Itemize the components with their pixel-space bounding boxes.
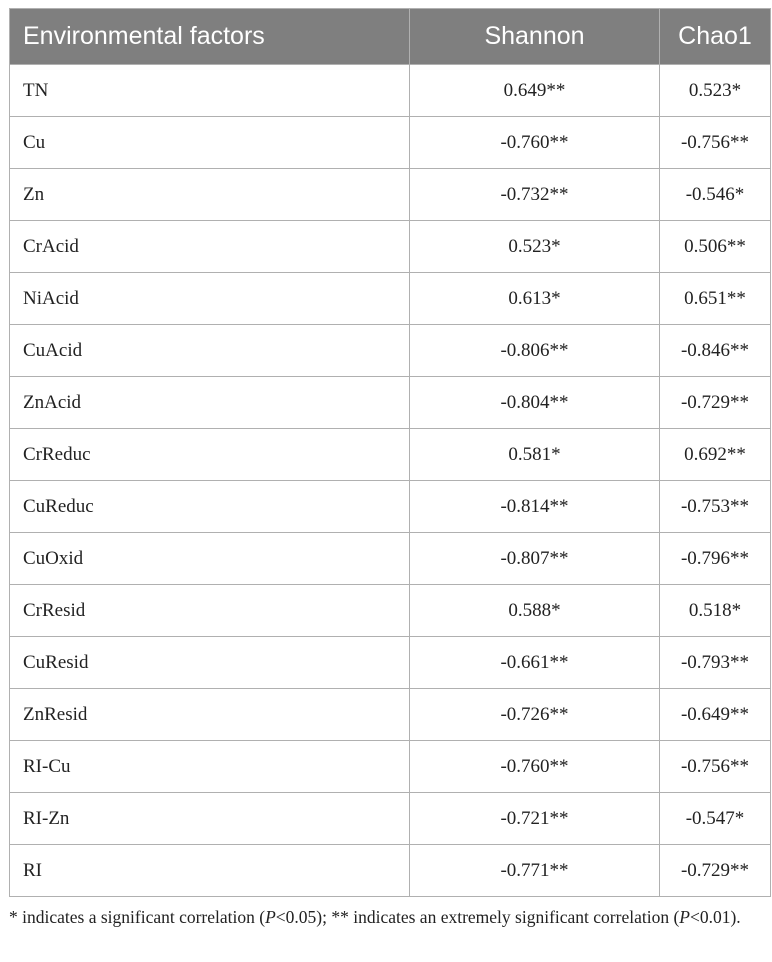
header-row [10,9,771,65]
chao1-cell: -0.547* [660,793,771,845]
factor-cell: CrResid [10,585,410,637]
chao1-cell: 0.523* [660,65,771,117]
table-row [10,741,771,793]
chao1-cell: -0.793** [660,637,771,689]
footnote-part1: * indicates a significant correlation ( [9,907,266,927]
shannon-cell: -0.814** [410,481,660,533]
factor-cell: CrReduc [10,429,410,481]
shannon-cell: -0.661** [410,637,660,689]
factor-cell: ZnResid [10,689,410,741]
footnote-p2: P [679,907,690,927]
factor-cell: CuResid [10,637,410,689]
shannon-cell: 0.649** [410,65,660,117]
chao1-cell: 0.651** [660,273,771,325]
table-row [10,65,771,117]
chao1-cell: -0.729** [660,377,771,429]
factor-cell: RI-Cu [10,741,410,793]
chao1-cell: -0.796** [660,533,771,585]
header-chao1: Chao1 [660,9,771,65]
factor-cell: CuAcid [10,325,410,377]
table-row [10,377,771,429]
chao1-cell: 0.692** [660,429,771,481]
shannon-cell: -0.771** [410,845,660,897]
shannon-cell: -0.732** [410,169,660,221]
factor-cell: CrAcid [10,221,410,273]
chao1-cell: 0.518* [660,585,771,637]
shannon-cell: -0.721** [410,793,660,845]
factor-cell: ZnAcid [10,377,410,429]
footnote-part3: <0.01). [689,907,741,927]
chao1-cell: 0.506** [660,221,771,273]
footnote-part2: <0.05); ** indicates an extremely significant correlation ( [275,907,680,927]
shannon-cell: -0.726** [410,689,660,741]
shannon-cell: -0.806** [410,325,660,377]
chao1-cell: -0.756** [660,117,771,169]
factor-cell: CuOxid [10,533,410,585]
chao1-cell: -0.649** [660,689,771,741]
table-row [10,793,771,845]
factor-cell: NiAcid [10,273,410,325]
table-row [10,533,771,585]
table-row [10,169,771,221]
chao1-cell: -0.846** [660,325,771,377]
shannon-cell: 0.588* [410,585,660,637]
factor-cell: CuReduc [10,481,410,533]
table-row [10,689,771,741]
chao1-cell: -0.546* [660,169,771,221]
table-row [10,117,771,169]
chao1-cell: -0.753** [660,481,771,533]
table-row [10,273,771,325]
factor-cell: Zn [10,169,410,221]
shannon-cell: -0.760** [410,741,660,793]
shannon-cell: 0.613* [410,273,660,325]
factor-cell: Cu [10,117,410,169]
shannon-cell: -0.804** [410,377,660,429]
footnote-p1: P [265,907,276,927]
factor-cell: RI-Zn [10,793,410,845]
factor-cell: TN [10,65,410,117]
shannon-cell: -0.760** [410,117,660,169]
table-row [10,429,771,481]
table-row [10,585,771,637]
factor-cell: RI [10,845,410,897]
shannon-cell: -0.807** [410,533,660,585]
chao1-cell: -0.729** [660,845,771,897]
table-row [10,325,771,377]
footnote [9,905,769,929]
header-shannon: Shannon [410,9,660,65]
table-row [10,221,771,273]
header-environmental-factors: Environmental factors [10,9,410,65]
shannon-cell: 0.523* [410,221,660,273]
shannon-cell: 0.581* [410,429,660,481]
table-row [10,637,771,689]
table-row [10,845,771,897]
correlation-table [9,8,771,897]
chao1-cell: -0.756** [660,741,771,793]
table-row [10,481,771,533]
